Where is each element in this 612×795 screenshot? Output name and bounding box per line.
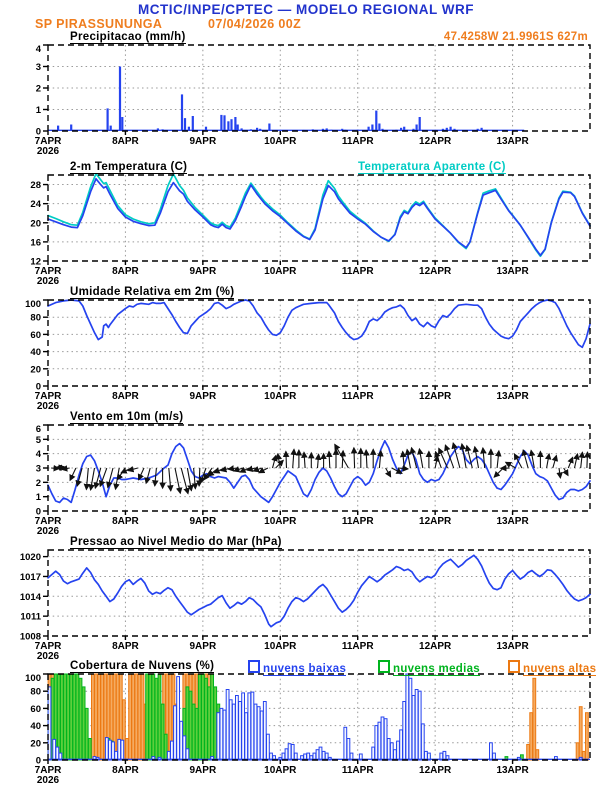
svg-text:20: 20: [30, 738, 41, 749]
panel-temperature: [0, 161, 612, 286]
panel-clouds: [0, 660, 612, 795]
svg-text:12: 12: [30, 257, 41, 268]
clouds-title: Cobertura de Nuvens (%): [70, 660, 214, 673]
panel-precipitation: [0, 31, 612, 156]
svg-text:1017: 1017: [20, 572, 41, 583]
panel-pressure: [0, 536, 612, 661]
panel-humidity: [0, 286, 612, 411]
model-title: MCTIC/INPE/CPTEC — MODELO REGIONAL WRF: [0, 2, 612, 17]
svg-text:2: 2: [36, 478, 41, 489]
svg-text:24: 24: [30, 199, 41, 210]
svg-text:5: 5: [36, 435, 42, 446]
svg-text:10APR: 10APR: [264, 641, 297, 652]
humidity-chart: [0, 299, 612, 411]
svg-text:13APR: 13APR: [496, 516, 529, 527]
svg-text:9APR: 9APR: [190, 391, 217, 402]
svg-text:2026: 2026: [37, 526, 60, 536]
svg-text:1011: 1011: [20, 612, 41, 623]
svg-text:8APR: 8APR: [112, 641, 139, 652]
temperature-chart: [0, 174, 612, 286]
run-datetime-label: 07/04/2026 00Z: [208, 17, 301, 31]
location-label: 47.4258W 21.9961S 627m: [444, 31, 588, 43]
svg-text:60: 60: [30, 704, 41, 715]
svg-text:9APR: 9APR: [190, 765, 217, 776]
mid-clouds-swatch-icon: [378, 660, 390, 673]
svg-text:10APR: 10APR: [264, 266, 297, 277]
svg-text:6: 6: [36, 424, 41, 435]
svg-text:12APR: 12APR: [419, 266, 452, 277]
svg-text:11APR: 11APR: [342, 765, 374, 776]
svg-text:0: 0: [36, 382, 41, 393]
svg-text:13APR: 13APR: [496, 641, 529, 652]
svg-text:13APR: 13APR: [496, 136, 529, 147]
precipitation-chart: [0, 44, 612, 156]
svg-text:0: 0: [36, 756, 41, 767]
svg-text:7APR: 7APR: [35, 136, 62, 147]
legend-low-clouds: nuvens baixas: [248, 660, 346, 675]
svg-text:11APR: 11APR: [342, 516, 374, 527]
svg-text:3: 3: [36, 464, 41, 475]
panel-wind: [0, 411, 612, 536]
svg-text:28: 28: [30, 180, 41, 191]
legend-mid-clouds: nuvens medias: [378, 660, 480, 675]
svg-text:8APR: 8APR: [112, 391, 139, 402]
svg-text:16: 16: [30, 237, 41, 248]
svg-text:1014: 1014: [20, 592, 42, 603]
svg-text:80: 80: [30, 313, 41, 324]
svg-text:2: 2: [36, 84, 41, 95]
station-label: SP PIRASSUNUNGA: [35, 17, 162, 31]
svg-text:7APR: 7APR: [35, 391, 62, 402]
svg-text:80: 80: [30, 687, 41, 698]
wind-title: Vento em 10m (m/s): [70, 411, 183, 424]
svg-text:7APR: 7APR: [35, 765, 62, 776]
svg-text:13APR: 13APR: [496, 266, 529, 277]
svg-text:12APR: 12APR: [419, 136, 452, 147]
svg-text:7APR: 7APR: [35, 641, 62, 652]
svg-text:20: 20: [30, 364, 41, 375]
temperature-title: 2-m Temperatura (C): [70, 161, 187, 174]
svg-text:3: 3: [36, 62, 41, 73]
svg-text:40: 40: [30, 721, 41, 732]
pressure-title: Pressao ao Nivel Medio do Mar (hPa): [70, 536, 282, 549]
svg-text:11APR: 11APR: [342, 391, 374, 402]
svg-text:8APR: 8APR: [112, 516, 139, 527]
svg-text:2026: 2026: [37, 276, 60, 286]
svg-text:1: 1: [36, 492, 42, 503]
apparent-temperature-legend: Temperatura Aparente (C): [358, 161, 506, 174]
svg-text:10APR: 10APR: [264, 136, 297, 147]
svg-text:2026: 2026: [37, 401, 60, 411]
precipitation-title: Precipitacao (mm/h): [70, 31, 186, 44]
svg-text:0: 0: [36, 127, 41, 138]
svg-text:40: 40: [30, 347, 41, 358]
svg-text:10APR: 10APR: [264, 765, 297, 776]
svg-text:12APR: 12APR: [419, 641, 452, 652]
svg-text:2026: 2026: [37, 775, 60, 786]
svg-text:100: 100: [25, 299, 41, 310]
svg-text:13APR: 13APR: [496, 765, 529, 776]
svg-text:9APR: 9APR: [190, 266, 217, 277]
svg-text:4: 4: [36, 449, 42, 460]
svg-text:7APR: 7APR: [35, 516, 62, 527]
svg-text:1: 1: [36, 105, 42, 116]
svg-text:7APR: 7APR: [35, 266, 62, 277]
svg-text:8APR: 8APR: [112, 136, 139, 147]
svg-text:13APR: 13APR: [496, 391, 529, 402]
svg-text:4: 4: [36, 44, 42, 55]
legend-high-clouds: nuvens altas: [508, 660, 596, 675]
svg-text:2026: 2026: [37, 146, 60, 156]
svg-text:8APR: 8APR: [112, 765, 139, 776]
svg-text:9APR: 9APR: [190, 516, 217, 527]
svg-text:100: 100: [25, 673, 41, 684]
svg-text:60: 60: [30, 330, 41, 341]
svg-text:10APR: 10APR: [264, 516, 297, 527]
svg-text:11APR: 11APR: [342, 136, 374, 147]
svg-text:8APR: 8APR: [112, 266, 139, 277]
svg-text:1008: 1008: [20, 632, 41, 643]
humidity-title: Umidade Relativa em 2m (%): [70, 286, 234, 299]
clouds-chart: [0, 673, 612, 795]
pressure-chart: [0, 549, 612, 661]
low-clouds-swatch-icon: [248, 660, 260, 673]
svg-text:11APR: 11APR: [342, 266, 374, 277]
svg-text:12APR: 12APR: [419, 765, 452, 776]
svg-text:1020: 1020: [20, 552, 41, 563]
svg-text:20: 20: [30, 218, 41, 229]
svg-text:0: 0: [36, 507, 41, 518]
svg-text:9APR: 9APR: [190, 136, 217, 147]
svg-text:10APR: 10APR: [264, 391, 297, 402]
high-clouds-swatch-icon: [508, 660, 520, 673]
svg-text:9APR: 9APR: [190, 641, 217, 652]
svg-text:12APR: 12APR: [419, 516, 452, 527]
wind-chart: [0, 424, 612, 536]
svg-text:11APR: 11APR: [342, 641, 374, 652]
svg-text:2026: 2026: [37, 651, 60, 661]
svg-text:12APR: 12APR: [419, 391, 452, 402]
